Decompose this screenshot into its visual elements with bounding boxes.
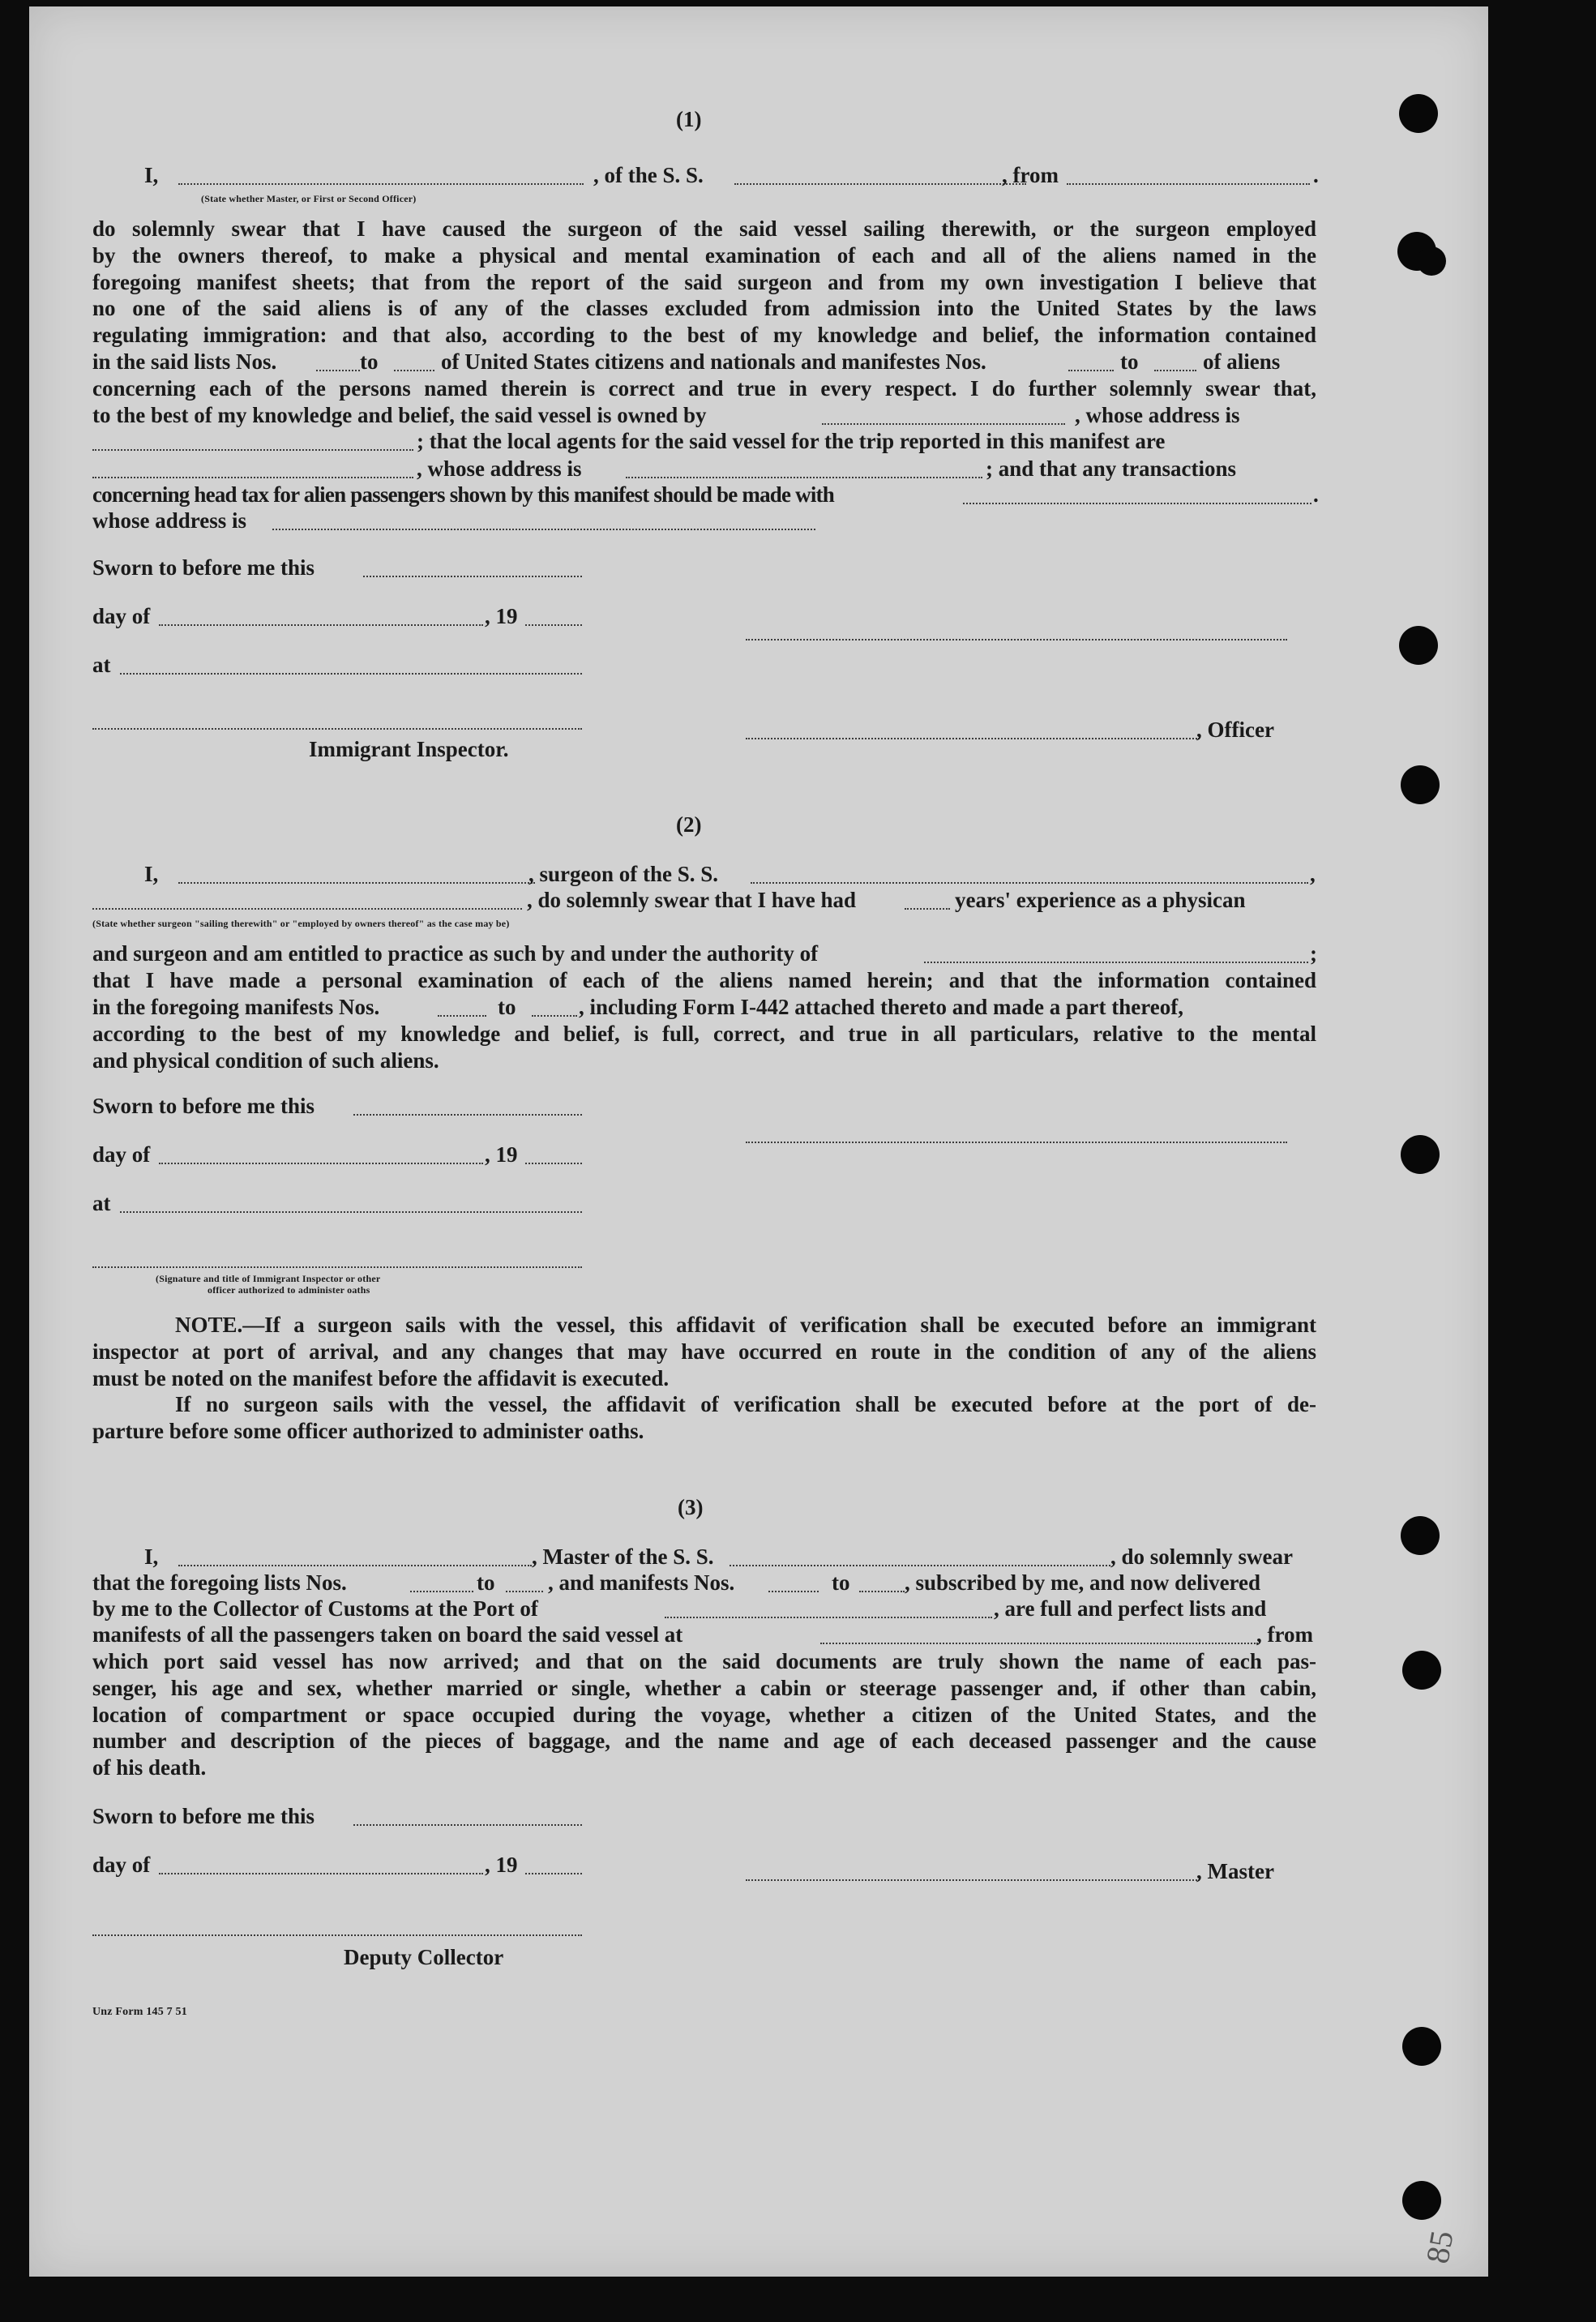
s2-sworn-blank[interactable] [353, 1114, 582, 1116]
s3-body-line: which port said vessel has now arrived; and that on the said documents are truly shown the name of each pas- [92, 1649, 1316, 1673]
s2-line2-b: years' experience as a physican [955, 888, 1246, 912]
s2-day-of: day of [92, 1142, 151, 1167]
s1-body-line: do solemnly swear that I have caused the surgeon of the said vessel sailing therewith, or the surgeon employed [92, 216, 1316, 241]
section-1-number: (1) [676, 107, 702, 131]
s1-owner-a: to the best of my knowledge and belief, the said vessel is owned by [92, 403, 707, 427]
s1-nos-to1: to [360, 349, 379, 374]
page-stamp: 85 [1418, 2227, 1461, 2267]
s2-note [92, 1312, 1316, 1445]
s2-manifest-to-blank[interactable] [532, 1015, 577, 1017]
s2-nineteen: , 19 [485, 1142, 518, 1167]
s2-manifest-b: , including Form I-442 attached thereto and made a part thereof, [579, 995, 1183, 1019]
punch-hole [1402, 2027, 1441, 2066]
s2-comma: , [1310, 862, 1316, 886]
s1-from: , from [1002, 163, 1059, 187]
s1-day-blank[interactable] [159, 624, 483, 626]
s3-day-blank[interactable] [159, 1873, 483, 1874]
s1-nos-b: of United States citizens and nationals and manifestes Nos. [441, 349, 986, 374]
s1-nos-a: in the said lists Nos. [92, 349, 277, 374]
s2-inspector-blank[interactable] [92, 1266, 582, 1268]
punch-hole [1401, 1135, 1440, 1174]
s1-whose-address: whose address is [92, 508, 247, 533]
s1-headtax-blank[interactable] [963, 503, 1311, 504]
s1-agents-address-blank[interactable] [626, 477, 982, 478]
s3-sworn: Sworn to before me this [92, 1804, 314, 1828]
s3-port-blank[interactable] [665, 1617, 992, 1618]
s2-body-line: that I have made a personal examination of each of the aliens named herein; and that the information contained [92, 968, 1316, 992]
s1-officer: , Officer [1196, 718, 1274, 742]
s1-master-signature-blank[interactable] [746, 639, 1287, 640]
s1-body2-line: concerning each of the persons named therein is correct and true in every respect. I do further solemnly swear that, [92, 376, 1316, 401]
s1-nineteen: , 19 [485, 604, 518, 628]
s1-agents-line: ; that the local agents for the said vessel for the trip reported in this manifest are [417, 429, 1166, 453]
s2-year-blank[interactable] [525, 1163, 582, 1164]
s1-i: I, [144, 163, 159, 187]
section-3-number: (3) [678, 1495, 704, 1519]
s3-line4-a: manifests of all the passengers taken on board the said vessel at [92, 1622, 683, 1647]
s2-surgeon-signature-blank[interactable] [746, 1142, 1287, 1143]
s3-line2-c: , subscribed by me, and now delivered [905, 1570, 1261, 1595]
s2-at-blank[interactable] [120, 1211, 582, 1213]
s1-body2 [92, 375, 1316, 402]
s1-day-of: day of [92, 604, 151, 628]
s1-at: at [92, 653, 111, 677]
s3-body-line: number and description of the pieces of baggage, and the name and age of each deceased passenger and the cause [92, 1729, 1316, 1754]
s2-note-line: NOTE.—If a surgeon sails with the vessel, this affidavit of verification shall be executed before an immigrant [175, 1313, 1316, 1337]
s3-master-signature-blank[interactable] [746, 1879, 1200, 1881]
punch-hole [1399, 626, 1438, 665]
s3-day-of: day of [92, 1853, 151, 1877]
punch-hole [1401, 765, 1440, 804]
s2-note-line: If no surgeon sails with the vessel, the affidavit of verification shall be executed before at the port of de- [175, 1392, 1316, 1417]
s3-line2-a: that the foregoing lists Nos. [92, 1570, 347, 1595]
form-id: Unz Form 145 7 51 [92, 2006, 187, 2018]
s3-list-from-blank[interactable] [410, 1591, 473, 1592]
section-2-number: (2) [676, 812, 702, 837]
s2-vessel-blank[interactable] [751, 882, 1308, 884]
s3-boarding-port-blank[interactable] [820, 1643, 1258, 1644]
s3-year-blank[interactable] [525, 1873, 582, 1874]
punch-hole [1399, 94, 1438, 133]
s1-of-ss: , of the S. S. [593, 163, 704, 187]
s1-inspector-blank[interactable] [92, 728, 582, 730]
s2-manifest-a: in the foregoing manifests Nos. [92, 995, 380, 1019]
s2-manifest-to: to [498, 995, 516, 1019]
s3-vessel-blank[interactable] [730, 1565, 1110, 1566]
s3-master-name-blank[interactable] [178, 1565, 532, 1566]
s2-surgeon-note: (State whether surgeon "sailing therewith" or "employed by owners thereof" as the case may be) [92, 918, 510, 929]
s2-body2 [92, 1021, 1316, 1074]
s1-officer-blank[interactable] [178, 183, 584, 185]
s3-body [92, 1648, 1316, 1781]
s1-headtax-address-blank[interactable] [272, 529, 815, 530]
s1-list-from-blank[interactable] [316, 370, 360, 371]
s1-owner-b: , whose address is [1075, 403, 1240, 427]
s3-line4-b: , from [1256, 1622, 1313, 1647]
s2-body2-line: according to the best of my knowledge and belief, is full, correct, and true in all particulars, relative to the mental [92, 1022, 1316, 1046]
s3-line2-to2: to [832, 1570, 850, 1595]
s2-sworn: Sworn to before me this [92, 1094, 314, 1118]
s2-body2-line: and physical condition of such aliens. [92, 1047, 439, 1073]
s1-manifest-from-blank[interactable] [1068, 370, 1114, 371]
s1-body-line: by the owners thereof, to make a physical and mental examination of each and all of the aliens named in the [92, 242, 1316, 268]
s1-at-blank[interactable] [120, 673, 582, 675]
s2-authority-a: and surgeon and am entitled to practice as such by and under the authority of [92, 941, 819, 966]
s3-manifest-to-blank[interactable] [859, 1591, 905, 1592]
s3-line3-b: , are full and perfect lists and [994, 1596, 1267, 1621]
s1-sworn: Sworn to before me this [92, 555, 314, 580]
s2-note-line: must be noted on the manifest before the affidavit is executed. [92, 1365, 670, 1390]
s3-deputy: Deputy Collector [344, 1945, 504, 1969]
form-page [29, 6, 1488, 2277]
s1-owner-address-blank[interactable] [92, 449, 413, 451]
s2-surgeon-name-blank[interactable] [178, 882, 535, 884]
s2-surgeon: , surgeon of the S. S. [528, 862, 719, 886]
s1-whose-b: ; and that any transactions [986, 456, 1237, 481]
s1-body [92, 216, 1316, 349]
s1-year-blank[interactable] [525, 624, 582, 626]
s1-vessel-blank[interactable] [734, 183, 1026, 185]
s1-sworn-blank[interactable] [363, 576, 582, 577]
s1-headtax-a: concerning head tax for alien passengers shown by this manifest should be made with [92, 482, 834, 507]
punch-hole [1417, 246, 1446, 276]
s2-day-blank[interactable] [159, 1163, 483, 1164]
punch-hole [1402, 2181, 1441, 2220]
s3-master: , Master of the S. S. [532, 1544, 714, 1569]
s3-i: I, [144, 1544, 159, 1569]
s2-years-blank[interactable] [905, 908, 950, 910]
s1-owner-blank[interactable] [822, 423, 1065, 425]
s1-body-line: no one of the said aliens is of any of the classes excluded from admission into the United States by the laws [92, 296, 1316, 321]
s3-manifest-from-blank[interactable] [768, 1591, 819, 1592]
s3-line2-b: , and manifests Nos. [548, 1570, 735, 1595]
s1-whose-a: , whose address is [417, 456, 582, 481]
s1-inspector: Immigrant Inspector. [309, 737, 509, 761]
s3-nineteen: , 19 [485, 1853, 518, 1877]
s2-authority-blank[interactable] [924, 962, 1308, 963]
s2-line2-a: , do solemnly swear that I have had [527, 888, 857, 912]
s3-swear: , do solemnly swear [1110, 1544, 1293, 1569]
s1-officer-note: (State whether Master, or First or Second Officer) [201, 193, 417, 204]
s1-body-line: regulating immigration: and that also, according to the best of my knowledge and belief, the information contained [92, 323, 1316, 348]
s3-master-label: , Master [1196, 1859, 1274, 1883]
s3-body-line: senger, his age and sex, whether married or single, whether a cabin or steerage passenger and, if other than cabin, [92, 1675, 1316, 1700]
s2-i: I, [144, 862, 159, 886]
s1-nos-to2: to [1120, 349, 1139, 374]
s3-line2-to1: to [477, 1570, 495, 1595]
s2-authority-b: ; [1310, 941, 1317, 966]
s1-period: . [1313, 163, 1319, 187]
s2-note-line: parture before some officer authorized to administer oaths. [92, 1419, 644, 1444]
s3-list-to-blank[interactable] [506, 1591, 543, 1592]
s3-line3-a: by me to the Collector of Customs at the Port of [92, 1596, 538, 1621]
s3-sworn-blank[interactable] [353, 1824, 582, 1826]
s1-body-line: foregoing manifest sheets; that from the report of the said surgeon and from my own investigation I believe that [92, 269, 1316, 294]
s3-body-line: of his death. [92, 1755, 207, 1780]
s2-sig-note-1: (Signature and title of Immigrant Inspector or other [156, 1273, 381, 1284]
punch-hole [1402, 1651, 1441, 1690]
s1-from-blank[interactable] [1067, 183, 1310, 185]
s1-officer-blank-2[interactable] [746, 738, 1200, 739]
s2-body [92, 967, 1316, 994]
s1-headtax-b: . [1313, 482, 1319, 507]
s1-agents-blank[interactable] [92, 477, 413, 478]
s2-status-blank[interactable] [92, 908, 522, 910]
s2-at: at [92, 1191, 111, 1215]
s3-body-line: location of compartment or space occupied during the voyage, whether a citizen of the United States, and the [92, 1702, 1316, 1727]
s3-deputy-blank[interactable] [92, 1934, 582, 1936]
s2-manifest-from-blank[interactable] [438, 1015, 486, 1017]
s1-nos-c: of aliens [1203, 349, 1281, 374]
s1-list-to-blank[interactable] [394, 370, 434, 371]
s2-sig-note-2: officer authorized to administer oaths [208, 1284, 370, 1296]
s2-note-line: inspector at port of arrival, and any changes that may have occurred en route in the condition of any of the aliens [92, 1339, 1316, 1364]
punch-hole [1401, 1516, 1440, 1555]
s1-manifest-to-blank[interactable] [1154, 370, 1196, 371]
